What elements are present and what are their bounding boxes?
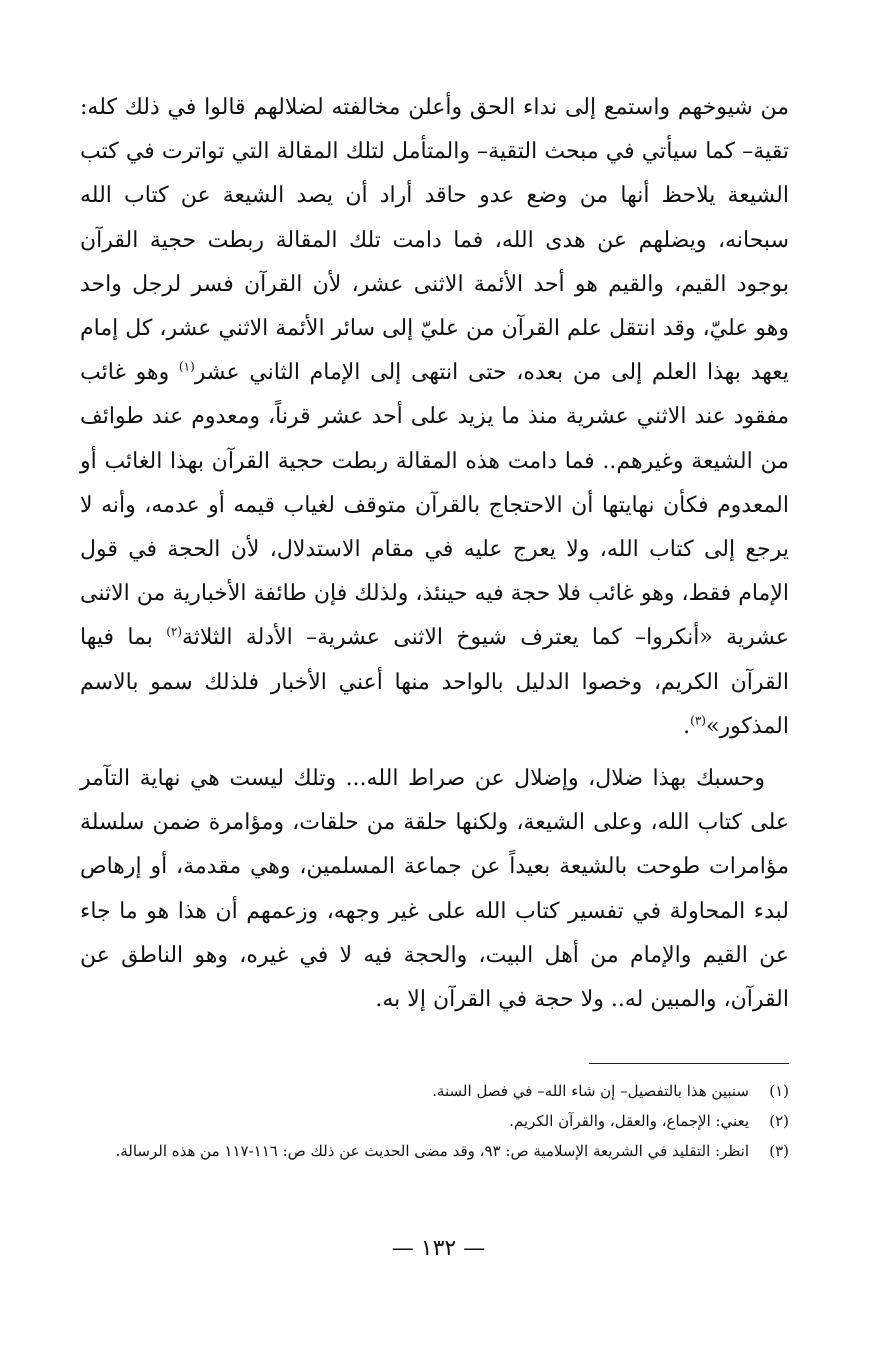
footnote-ref-3: (٣)	[690, 713, 706, 728]
footnote-2-text: يعني: الإجماع، والعقل، والقرآن الكريم.	[509, 1112, 749, 1130]
paragraph-2: وحسبك بهذا ضلال، وإضلال عن صراط الله... وتلك ليست هي نهاية التآمر على كتاب الله، وعلى الشيعة، ولكنها حلقة من حلقات، ومؤامرة ضمن سلسلة مؤامرات طوحت بالشيعة بعيداً عن جماعة المسلمين، وهي مقدمة، أو إرهاص لبدء المحاولة في تفسير كتاب الله على غير وجهه، وزعمهم أن هذا هو ما جاء عن القيم والإمام من أهل البيت، والحجة فيه لا في غيره، وهو الناطق عن القرآن، والمبين له.. ولا حجة في القرآن إلا به.	[80, 766, 789, 1013]
footnote-divider	[589, 1063, 789, 1064]
main-text	[80, 86, 789, 1022]
footnote-ref-1: (١)	[178, 359, 195, 374]
footnote-1	[80, 1076, 789, 1106]
footnote-3	[80, 1136, 789, 1166]
footnote-1-number: (١)	[769, 1082, 789, 1100]
footnote-1-text: سنبين هذا بالتفصيل– إن شاء الله– في فصل السنة.	[432, 1082, 749, 1100]
footnote-3-number: (٣)	[769, 1142, 789, 1160]
footnote-ref-2: (٢)	[166, 625, 183, 640]
footnote-2-number: (٢)	[769, 1112, 789, 1130]
paragraph-1	[80, 86, 789, 749]
footnote-3-text: انظر: التقليد في الشريعة الإسلامية ص: ٩٣، وقد مضى الحديث عن ذلك ص: ١١٦-١١٧ من هذه الرسالة.	[115, 1142, 749, 1160]
page-number: — ١٣٢ —	[391, 1236, 486, 1261]
footnote-2	[80, 1106, 789, 1136]
paragraph-1-part-1: من شيوخهم واستمع إلى نداء الحق وأعلن مخالفته لضلالهم قالوا في ذلك كله: تقية– كما سيأتي في مبحث التقية– والمتأمل لتلك المقالة التي تواترت في كتب الشيعة يلاحظ أنها من وضع عدو حاقد أراد أن يصد الشيعة عن كتاب الله سبحانه، ويضلهم عن هدى الله، فما دامت تلك المقالة ربطت حجية القرآن بوجود القيم، والقيم هو أحد الأئمة الاثنى عشر، لأن القرآن فسر لرجل واحد وهو عليّ، وقد انتقل علم القرآن من عليّ إلى سائر الأئمة الاثني عشر، كل إمام يعهد بهذا العلم إلى من بعده، حتى انتهى إلى الإمام الثاني عشر	[80, 95, 790, 386]
paragraph-1-part-4: .	[683, 713, 691, 739]
paragraph-1-part-2: وهو غائب مفقود عند الاثني عشرية منذ ما يزيد على أحد عشر قرناً، ومعدوم عند طوائف من الشيعة وغيرهم.. فما دامت هذه المقالة ربطت حجية القرآن بهذا الغائب أو المعدوم فكأن نهايتها أن الاحتجاج بالقرآن متوقف لغياب قيمه أو عدمه، وأنه لا يرجع إلى كتاب الله، ولا يعرج عليه في مقام الاستدلال، لأن الحجة في قول الإمام فقط، وهو غائب فلا حجة فيه حينئذ، ولذلك فإن طائفة الأخبارية من الاثنى عشرية «أنكروا– كما يعترف شيوخ الاثنى عشرية– الأدلة الثلاثة	[80, 360, 789, 651]
paragraph-1-part-3: بما فيها القرآن الكريم، وخصوا الدليل بالواحد منها أعني الأخبار فلذلك سمو بالاسم المذكور»	[80, 625, 789, 739]
footnotes	[80, 1076, 789, 1166]
